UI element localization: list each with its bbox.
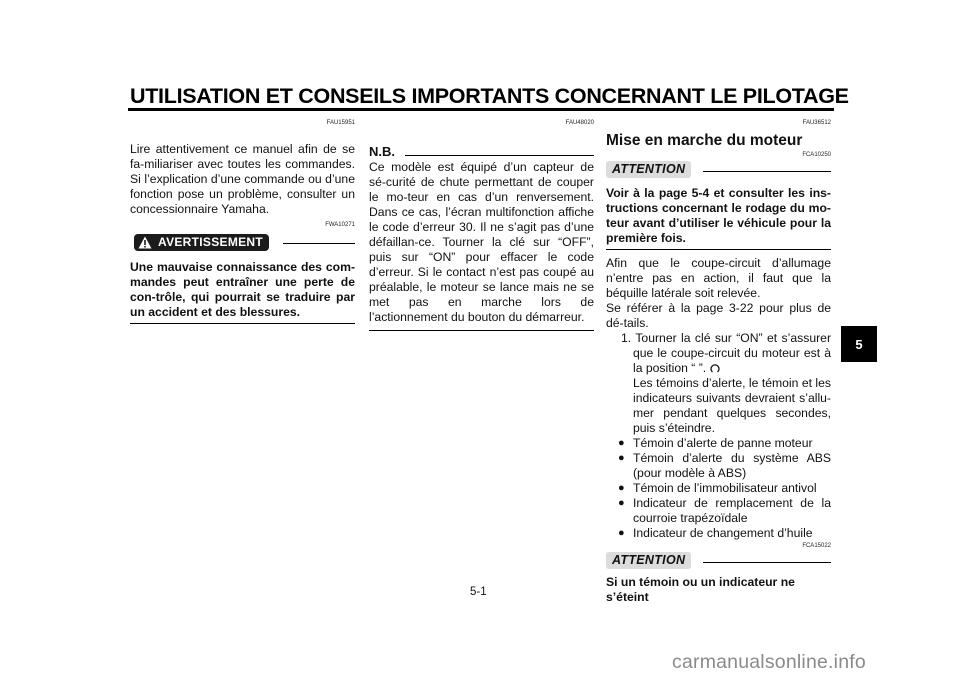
list-item: ● Témoin d’alerte du système ABS (pour modèle à ABS) bbox=[618, 451, 831, 480]
attention-code: FCA15022 bbox=[802, 543, 831, 549]
intro-paragraph: Lire attentivement ce manuel afin de se fa-miliariser avec toutes les commandes. Si l’explication d’une commande ou d’une fonction pose un problème, consulter un concessionnaire Yamaha. bbox=[130, 142, 355, 216]
column-left bbox=[130, 118, 355, 324]
attention-rule bbox=[703, 562, 831, 563]
step-text: 1. Tourner la clé sur “ON” et s’assurer que le coupe-circuit du moteur est à la position “ ”. bbox=[621, 331, 831, 375]
bullet-icon: ● bbox=[618, 452, 625, 464]
list-item: ● Témoin d’alerte de panne moteur bbox=[618, 436, 813, 450]
note-rule bbox=[405, 155, 594, 156]
attention-label: ATTENTION bbox=[606, 552, 691, 569]
bullet-icon: ● bbox=[618, 482, 625, 494]
reference-code: FAU36512 bbox=[802, 120, 831, 126]
bullet-icon: ● bbox=[618, 497, 625, 509]
bullet-icon: ● bbox=[618, 527, 625, 539]
engine-stop-switch-run-icon bbox=[710, 363, 720, 373]
attention-end-rule bbox=[606, 249, 831, 250]
attention-text: Voir à la page 5-4 et consulter les ins-tructions concernant le rodage du mo-teur avant d’utiliser le véhicule pour la première fois. bbox=[606, 186, 831, 245]
title-rule bbox=[128, 108, 834, 111]
warning-triangle-icon bbox=[138, 236, 152, 249]
list-item: ● Témoin de l’immobilisateur antivol bbox=[618, 481, 817, 495]
paragraph: Afin que le coupe-circuit d’allumage n’entre pas en action, il faut que la béquille latérale soit relevée. bbox=[606, 256, 831, 300]
reference-code: FAU48020 bbox=[565, 120, 594, 126]
note-text: Ce modèle est équipé d’un capteur de sé-curité de chute permettant de couper le mo-teur en cas d’un renversement. Dans ce cas, l’écran multifonction affiche le code d’erreur 30. Il ne s’agit pas d’une défaillan-ce. Tourner la clé sur “OFF”, puis sur “ON” pour effacer le code d’erreur. Si le contact n’est pas coupé au préalable, le moteur se lance mais ne se met pas en marche lors de l’actionnement du bouton du démarreur. bbox=[369, 160, 594, 324]
list-item: ● Indicateur de changement d’huile bbox=[618, 526, 813, 540]
step-detail: Les témoins d’alerte, le témoin et les indicateurs suivants devraient s’allu-mer pendant quelques secondes, puis s’éteindre. bbox=[633, 376, 831, 435]
attention-header bbox=[606, 551, 831, 573]
warning-badge bbox=[134, 234, 269, 251]
page-title: UTILISATION ET CONSEILS IMPORTANTS CONCERNANT LE PILOTAGE bbox=[130, 84, 849, 108]
step-item bbox=[606, 331, 831, 376]
note-label: N.B. bbox=[369, 144, 395, 159]
note-header bbox=[369, 142, 594, 160]
list-item: ● Indicateur de remplacement de la courroie trapézoïdale bbox=[618, 496, 831, 525]
column-right bbox=[606, 118, 831, 605]
bullet-icon: ● bbox=[618, 437, 625, 449]
attention-rule bbox=[703, 171, 831, 172]
paragraph: Se référer à la page 3-22 pour plus de dé-tails. bbox=[606, 301, 831, 330]
reference-code: FAU15951 bbox=[326, 120, 355, 126]
indicator-list bbox=[606, 436, 831, 541]
chapter-tab[interactable]: 5 bbox=[841, 326, 877, 362]
section-title: Mise en marche du moteur bbox=[606, 132, 803, 149]
warning-label: AVERTISSEMENT bbox=[158, 235, 264, 249]
watermark: carmanualsonline.info bbox=[672, 651, 866, 673]
attention-text: Si un témoin ou un indicateur ne s’éteint bbox=[606, 575, 795, 604]
warning-header bbox=[130, 232, 355, 256]
warning-text: Une mauvaise connaissance des com-mandes peut entraîner une perte de con-trôle, qui pourrait se traduire par un accident et des blessures. bbox=[130, 260, 355, 319]
warning-code: FWA10271 bbox=[325, 222, 355, 228]
attention-header bbox=[606, 160, 831, 182]
page-number: 5-1 bbox=[470, 586, 487, 598]
note-end-rule bbox=[369, 330, 594, 331]
column-middle bbox=[369, 118, 594, 331]
attention-label: ATTENTION bbox=[606, 161, 691, 178]
warning-end-rule bbox=[130, 323, 355, 324]
attention-code: FCA10250 bbox=[802, 152, 831, 158]
warning-rule bbox=[283, 243, 355, 244]
